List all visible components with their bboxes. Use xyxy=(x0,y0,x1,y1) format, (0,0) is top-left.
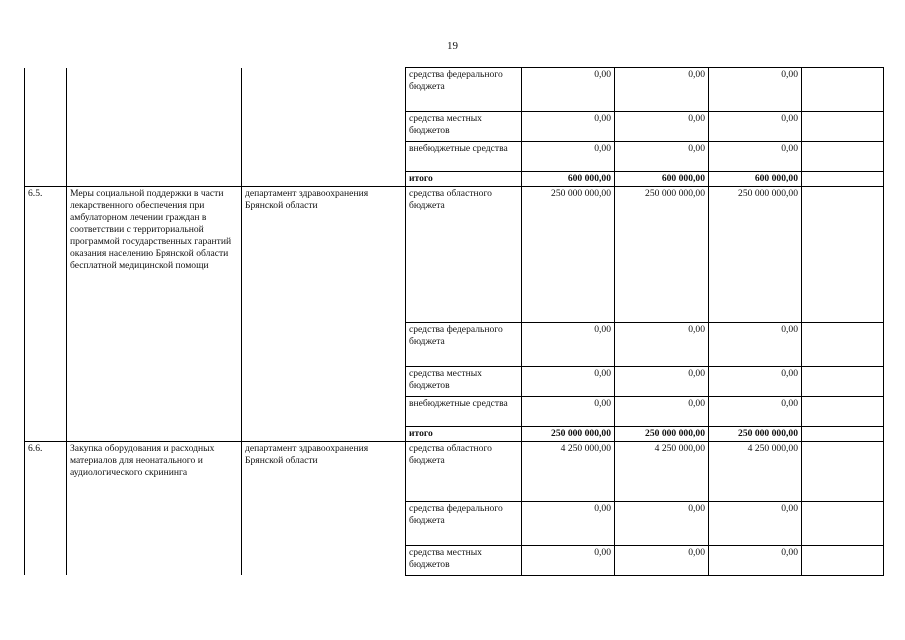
executor-cell: департамент здравоохранения Брянской области xyxy=(242,441,406,575)
value-cell: 0,00 xyxy=(615,142,709,172)
extra-cell xyxy=(802,172,884,187)
extra-cell xyxy=(802,545,884,575)
value-cell: 0,00 xyxy=(522,68,615,112)
value-cell: 0,00 xyxy=(522,501,615,545)
value-cell: 0,00 xyxy=(615,112,709,142)
value-cell: 600 000,00 xyxy=(615,172,709,187)
value-cell: 4 250 000,00 xyxy=(709,441,802,501)
value-cell: 0,00 xyxy=(522,142,615,172)
source-label: итого xyxy=(406,172,522,187)
source-label: итого xyxy=(406,426,522,441)
source-label: средства местных бюджетов xyxy=(406,366,522,396)
value-cell: 0,00 xyxy=(709,322,802,366)
item-number-cell xyxy=(25,68,67,187)
source-label: средства федерального бюджета xyxy=(406,501,522,545)
value-cell: 0,00 xyxy=(522,366,615,396)
value-cell: 250 000 000,00 xyxy=(522,426,615,441)
source-label: внебюджетные средства xyxy=(406,142,522,172)
budget-table xyxy=(24,67,884,576)
value-cell: 250 000 000,00 xyxy=(615,426,709,441)
executor-cell: департамент здравоохранения Брянской области xyxy=(242,186,406,441)
value-cell: 0,00 xyxy=(709,501,802,545)
value-cell: 0,00 xyxy=(615,501,709,545)
source-label: средства областного бюджета xyxy=(406,186,522,322)
table-row xyxy=(25,68,884,112)
extra-cell xyxy=(802,142,884,172)
source-label: средства местных бюджетов xyxy=(406,545,522,575)
page-number: 19 xyxy=(447,40,458,52)
value-cell: 0,00 xyxy=(709,142,802,172)
item-title-cell: Закупка оборудования и расходных материалов для неонатального и аудиологического скрининга xyxy=(67,441,242,575)
extra-cell xyxy=(802,396,884,426)
item-title-cell: Меры социальной поддержки в части лекарственного обеспечения при амбулаторном лечении граждан в соответствии с территориальной программой государственных гарантий оказания населению Брянской области бесплатной медицинской помощи xyxy=(67,186,242,441)
extra-cell xyxy=(802,501,884,545)
extra-cell xyxy=(802,68,884,112)
value-cell: 600 000,00 xyxy=(709,172,802,187)
value-cell: 4 250 000,00 xyxy=(615,441,709,501)
source-label: средства федерального бюджета xyxy=(406,68,522,112)
item-number-cell: 6.6. xyxy=(25,441,67,575)
value-cell: 0,00 xyxy=(522,545,615,575)
extra-cell xyxy=(802,366,884,396)
item-title-cell xyxy=(67,68,242,187)
extra-cell xyxy=(802,186,884,322)
source-label: средства федерального бюджета xyxy=(406,322,522,366)
value-cell: 0,00 xyxy=(522,112,615,142)
value-cell: 0,00 xyxy=(709,545,802,575)
source-label: внебюджетные средства xyxy=(406,396,522,426)
value-cell: 250 000 000,00 xyxy=(709,186,802,322)
table-row xyxy=(25,186,884,322)
value-cell: 600 000,00 xyxy=(522,172,615,187)
value-cell: 0,00 xyxy=(615,68,709,112)
extra-cell xyxy=(802,322,884,366)
value-cell: 250 000 000,00 xyxy=(709,426,802,441)
executor-cell xyxy=(242,68,406,187)
value-cell: 0,00 xyxy=(522,396,615,426)
source-label: средства областного бюджета xyxy=(406,441,522,501)
item-number-cell: 6.5. xyxy=(25,186,67,441)
value-cell: 0,00 xyxy=(709,396,802,426)
value-cell: 0,00 xyxy=(615,322,709,366)
value-cell: 0,00 xyxy=(615,545,709,575)
value-cell: 0,00 xyxy=(709,68,802,112)
value-cell: 4 250 000,00 xyxy=(522,441,615,501)
value-cell: 0,00 xyxy=(522,322,615,366)
value-cell: 0,00 xyxy=(615,396,709,426)
extra-cell xyxy=(802,426,884,441)
value-cell: 0,00 xyxy=(615,366,709,396)
value-cell: 0,00 xyxy=(709,366,802,396)
source-label: средства местных бюджетов xyxy=(406,112,522,142)
extra-cell xyxy=(802,441,884,501)
value-cell: 0,00 xyxy=(709,112,802,142)
value-cell: 250 000 000,00 xyxy=(522,186,615,322)
value-cell: 250 000 000,00 xyxy=(615,186,709,322)
extra-cell xyxy=(802,112,884,142)
table-row xyxy=(25,441,884,501)
